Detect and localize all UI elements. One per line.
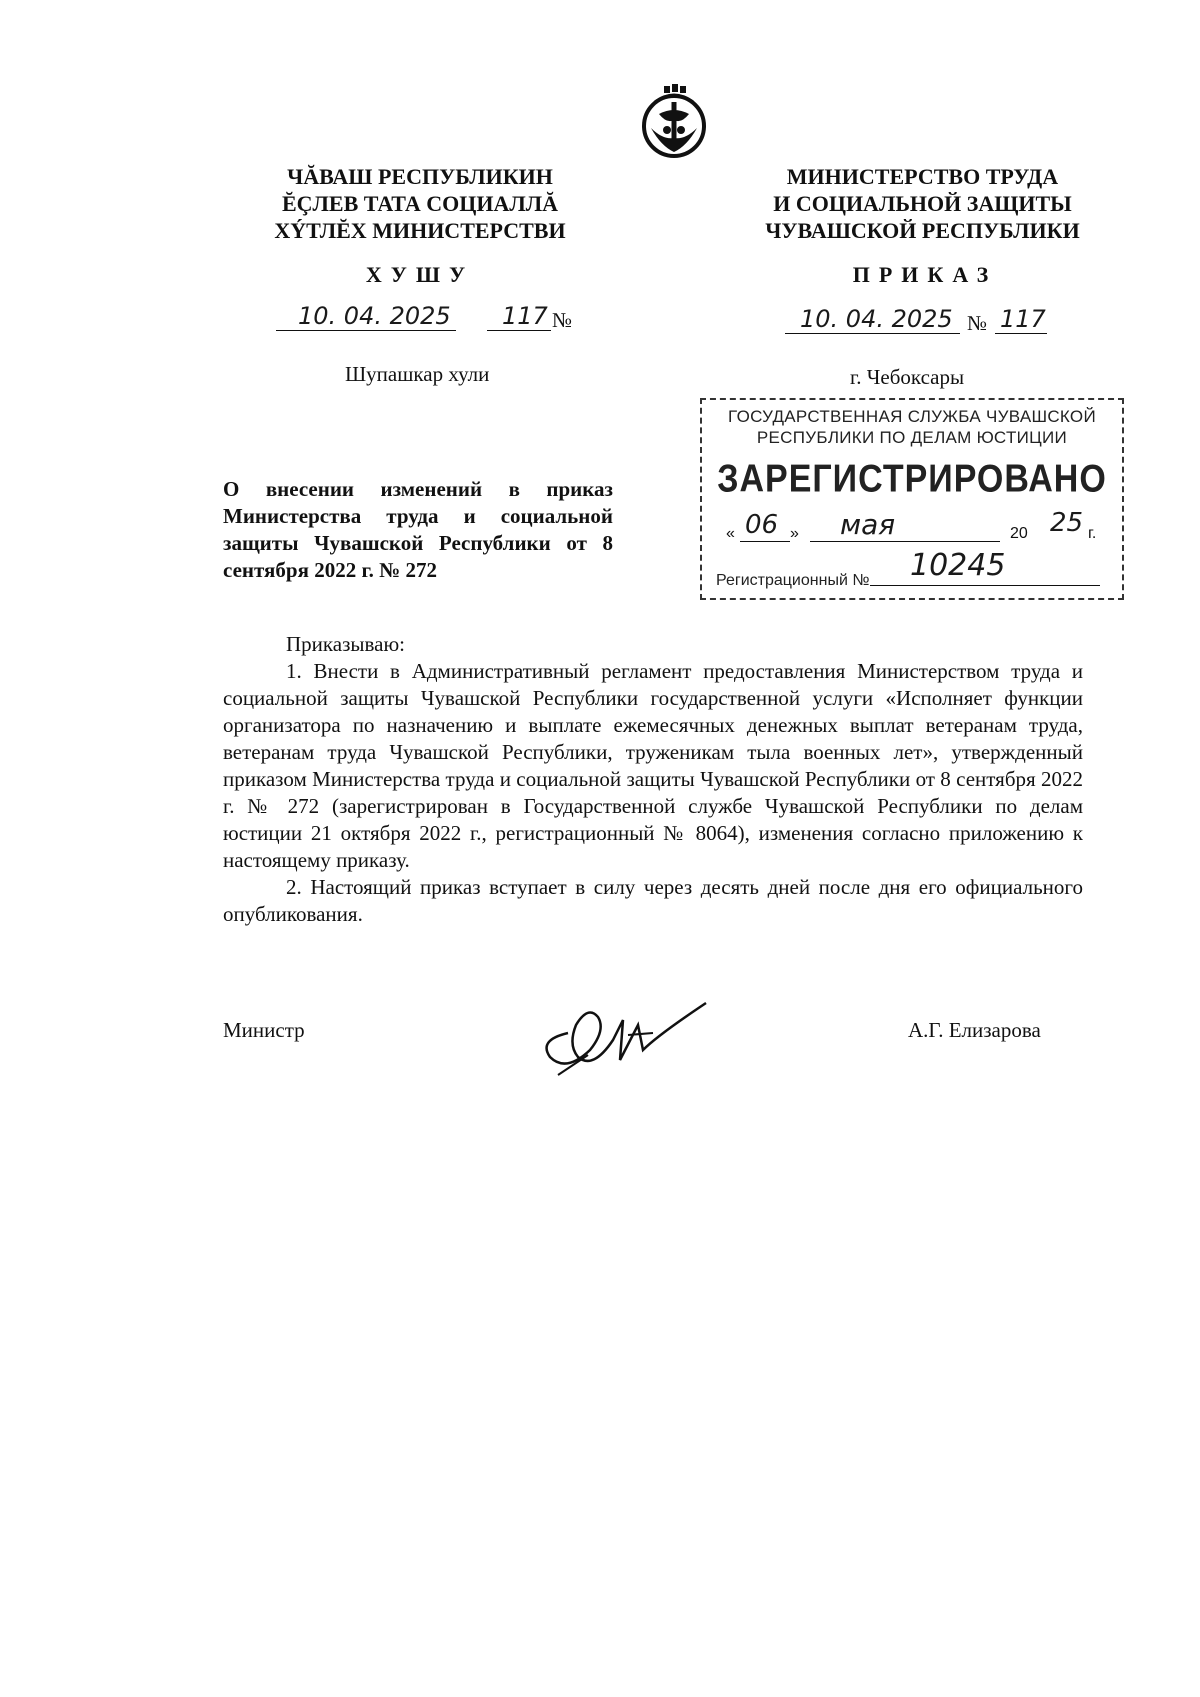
document-subject: О внесении изменений в приказ Министерства труда и социальной защиты Чувашской Республики от 8 сентября 2022 г. № 272 (223, 477, 613, 582)
stamp-line1: ГОСУДАРСТВЕННАЯ СЛУЖБА ЧУВАШСКОЙ (728, 407, 1096, 426)
header-right-place: г. Чебоксары (850, 365, 965, 389)
stamp-month: мая (840, 508, 896, 541)
header-right-org-line2: И СОЦИАЛЬНОЙ ЗАЩИТЫ (773, 191, 1072, 216)
header-left-number-sign: № (552, 308, 573, 332)
stamp-day-line (740, 541, 790, 542)
stamp-reg-number: 10245 (910, 548, 1006, 583)
header-right-org-line3: ЧУВАШСКОЙ РЕСПУБЛИКИ (765, 218, 1080, 243)
header-left-place: Шупашкар хули (345, 362, 490, 386)
stamp-status: ЗАРЕГИСТРИРОВАНО (717, 457, 1107, 501)
header-left-number: 117 (502, 302, 548, 330)
stamp-year-suffix: 25 (1050, 508, 1084, 538)
stamp-day: 06 (745, 510, 779, 540)
body-intro: Приказываю: (286, 632, 405, 656)
header-right-doc-type: ПРИКАЗ (852, 262, 998, 287)
signature-name: А.Г. Елизарова (908, 1018, 1041, 1042)
document-body (223, 631, 1083, 928)
stamp-quote-open: « (726, 525, 735, 542)
stamp-year-mark: г. (1088, 525, 1097, 542)
header-right-number-sign: № (967, 311, 988, 335)
body-item1: 1. Внести в Административный регламент предоставления Министерством труда и социальной защиты Чувашской Республики государственной услуги «Исполняет функции организатора по назначению и выплате ежемесячных денежных выплат ветеранам труда, ветеранам труда Чувашской Республики, труженикам тыла военных лет», утвержденный приказом Министерства труда и социальной защиты Чувашской Республики от 8 сентября 2022 г. № 272 (зарегистрирован в Государственной службе Чувашской Республики по делам юстиции 21 октября 2022 г., регистрационный № 8064), изменения согласно приложению к настоящему приказу. (223, 659, 1083, 872)
signature-position: Министр (223, 1018, 305, 1042)
header-right-number: 117 (1000, 305, 1046, 333)
header-left-date: 10. 04. 2025 (298, 302, 451, 330)
header-right-date-line (785, 333, 960, 334)
body-item2: 2. Настоящий приказ вступает в силу через десять дней после дня его официального опубликования. (223, 875, 1083, 926)
stamp-reg-label: Регистрационный № (716, 572, 870, 589)
header-left-doc-type: ХУШУ (365, 262, 475, 287)
header-left-number-line (487, 330, 551, 331)
stamp-year-prefix: 20 (1010, 525, 1028, 542)
stamp-reg-line (870, 585, 1100, 586)
header-right-number-line (995, 333, 1047, 334)
header-right-date: 10. 04. 2025 (800, 305, 953, 333)
header-left-date-line (276, 330, 456, 331)
header-left-org-line1: ЧĂВАШ РЕСПУБЛИКИН (287, 164, 553, 189)
header-left-org-line3: ХÝТЛĔХ МИНИСТЕРСТВИ (274, 218, 566, 243)
stamp-quote-close: » (790, 525, 799, 542)
header-right-org-line1: МИНИСТЕРСТВО ТРУДА (786, 164, 1059, 189)
header-left-org-line2: ĔÇЛЕВ ТАТА СОЦИАЛЛĂ (281, 191, 559, 216)
handwritten-signature (528, 995, 708, 1085)
stamp-month-line (810, 541, 1000, 542)
stamp-line2: РЕСПУБЛИКИ ПО ДЕЛАМ ЮСТИЦИИ (756, 428, 1068, 447)
emblem-icon (637, 80, 711, 162)
